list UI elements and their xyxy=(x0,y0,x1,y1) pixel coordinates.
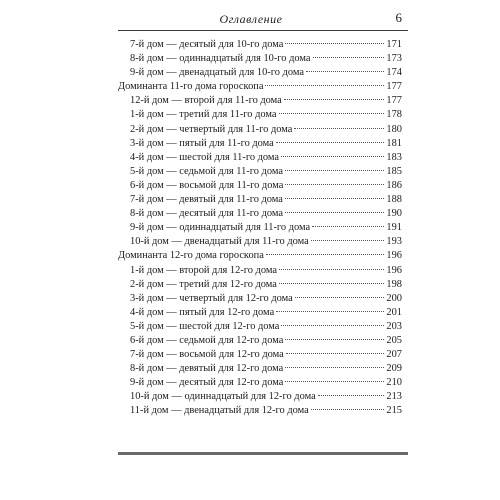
toc-entry xyxy=(118,207,402,221)
toc-entry-title: 8-й дом — девятый для 12-го дома xyxy=(130,363,284,375)
dot-leader xyxy=(295,297,385,298)
toc-entry-title: Доминанта 11-го дома гороскопа xyxy=(118,81,264,93)
toc-entry xyxy=(118,390,402,404)
toc-entry-page: 200 xyxy=(386,292,402,304)
toc-entry-title: 7-й дом — восьмой для 12-го дома xyxy=(130,349,284,361)
toc-entry-page: 191 xyxy=(386,222,402,234)
toc-entry-page: 181 xyxy=(386,137,402,149)
toc-entry-page: 174 xyxy=(386,67,402,79)
toc-entry-title: 12-й дом — второй для 11-го дома xyxy=(130,95,282,107)
dot-leader xyxy=(294,128,384,129)
dot-leader xyxy=(318,395,385,396)
running-header xyxy=(118,10,408,30)
toc-entry-title: 6-й дом — восьмой для 11-го дома xyxy=(130,179,284,191)
toc-entry-title: 4-й дом — пятый для 12-го дома xyxy=(130,306,275,318)
toc-entry-page: 173 xyxy=(386,53,402,65)
toc-entry-title: 2-й дом — третий для 12-го дома xyxy=(130,278,277,290)
toc-entry-title: 6-й дом — седьмой для 12-го дома xyxy=(130,334,284,346)
toc-entry xyxy=(118,362,402,376)
toc-entry xyxy=(118,123,402,137)
toc-entry-page: 215 xyxy=(386,405,402,417)
toc-entry-page: 177 xyxy=(386,81,402,93)
toc-entry-page: 205 xyxy=(386,334,402,346)
toc-entry-page: 209 xyxy=(386,363,402,375)
toc-entry-title: 10-й дом — двенадцатый для 11-го дома xyxy=(130,236,309,248)
toc-entry xyxy=(118,52,402,66)
toc-entry-page: 198 xyxy=(386,278,402,290)
toc-entry-title: 3-й дом — четвертый для 12-го дома xyxy=(130,292,293,304)
toc-entry xyxy=(118,66,402,80)
toc-entry xyxy=(118,165,402,179)
toc-entry-title: 5-й дом — седьмой для 11-го дома xyxy=(130,165,283,177)
dot-leader xyxy=(286,353,385,354)
toc-entry-page: 207 xyxy=(386,349,402,361)
toc-entry-title: 1-й дом — третий для 11-го дома xyxy=(130,109,277,121)
dot-leader xyxy=(285,198,385,199)
toc-entry-page: 186 xyxy=(386,179,402,191)
toc-entry xyxy=(118,404,402,418)
dot-leader xyxy=(306,71,384,72)
toc-entry-title: 4-й дом — шестой для 11-го дома xyxy=(130,151,280,163)
dot-leader xyxy=(285,43,384,44)
dot-leader xyxy=(279,113,385,114)
toc-section-heading xyxy=(118,249,402,263)
toc-entry xyxy=(118,137,402,151)
dot-leader xyxy=(276,311,384,312)
toc-entry-page: 180 xyxy=(386,123,402,135)
toc-entry-page: 185 xyxy=(386,165,402,177)
toc-entry xyxy=(118,264,402,278)
toc-entry-title: 10-й дом — одиннадцатый для 12-го дома xyxy=(130,391,316,403)
toc-entry xyxy=(118,179,402,193)
dot-leader xyxy=(281,325,384,326)
dot-leader xyxy=(281,156,384,157)
toc-entry xyxy=(118,108,402,122)
page-number: 6 xyxy=(395,10,402,25)
toc-entry-title: 9-й дом — двенадцатый для 10-го дома xyxy=(130,67,304,79)
toc-entry-page: 188 xyxy=(386,194,402,206)
toc-entry-title: 7-й дом — десятый для 10-го дома xyxy=(130,39,284,50)
toc-entry xyxy=(118,306,402,320)
toc-entry-title: 1-й дом — второй для 12-го дома xyxy=(130,264,277,276)
dot-leader xyxy=(279,269,384,270)
toc-entry-page: 171 xyxy=(386,39,402,50)
toc-entry-page: 196 xyxy=(386,264,402,276)
toc-entry xyxy=(118,292,402,306)
dot-leader xyxy=(279,283,385,284)
toc-entry-title: 8-й дом — одиннадцатый для 10-го дома xyxy=(130,53,311,65)
toc-entry-page: 210 xyxy=(386,377,402,389)
toc-entry xyxy=(118,348,402,362)
toc-entry-title: 11-й дом — двенадцатый для 12-го дома xyxy=(130,405,309,417)
toc-entry-page: 190 xyxy=(386,208,402,220)
dot-leader xyxy=(285,212,384,213)
toc-entry xyxy=(118,334,402,348)
toc-entry xyxy=(118,151,402,165)
dot-leader xyxy=(265,85,384,86)
toc-entry-page: 196 xyxy=(386,250,402,262)
toc-entry-page: 193 xyxy=(386,236,402,248)
header-title: Оглавление xyxy=(219,12,283,26)
dot-leader xyxy=(313,57,385,58)
toc-entry-title: 9-й дом — десятый для 12-го дома xyxy=(130,377,284,389)
toc-entry xyxy=(118,38,402,52)
toc-entry-title: Доминанта 12-го дома гороскопа xyxy=(118,250,264,262)
toc-entry xyxy=(118,320,402,334)
dot-leader xyxy=(266,254,385,255)
dot-leader xyxy=(285,184,384,185)
toc-entry-title: 3-й дом — пятый для 11-го дома xyxy=(130,137,274,149)
toc-entry xyxy=(118,193,402,207)
dot-leader xyxy=(285,367,384,368)
toc-entry-page: 178 xyxy=(386,109,402,121)
dot-leader xyxy=(284,99,385,100)
dot-leader xyxy=(285,381,384,382)
toc-entry xyxy=(118,235,402,249)
toc-entry-title: 7-й дом — девятый для 11-го дома xyxy=(130,194,283,206)
dot-leader xyxy=(312,226,384,227)
toc-entry-title: 5-й дом — шестой для 12-го дома xyxy=(130,320,280,332)
dot-leader xyxy=(311,409,385,410)
dot-leader xyxy=(285,339,384,340)
toc-entry-page: 203 xyxy=(386,320,402,332)
toc-section-heading xyxy=(118,80,402,94)
toc-entry xyxy=(118,221,402,235)
toc-entry-page: 177 xyxy=(386,95,402,107)
toc-entry xyxy=(118,376,402,390)
header-rule xyxy=(118,30,408,31)
toc-entry xyxy=(118,278,402,292)
toc-entry-title: 9-й дом — одиннадцатый для 11-го дома xyxy=(130,222,311,234)
toc-entry-page: 201 xyxy=(386,306,402,318)
table-of-contents xyxy=(118,38,402,419)
dot-leader xyxy=(311,240,385,241)
dot-leader xyxy=(285,170,384,171)
toc-entry xyxy=(118,94,402,108)
footer-rule xyxy=(118,452,408,455)
toc-entry-page: 213 xyxy=(386,391,402,403)
toc-entry-title: 8-й дом — десятый для 11-го дома xyxy=(130,208,283,220)
dot-leader xyxy=(276,142,385,143)
toc-entry-title: 2-й дом — четвертый для 11-го дома xyxy=(130,123,293,135)
toc-entry-page: 183 xyxy=(386,151,402,163)
